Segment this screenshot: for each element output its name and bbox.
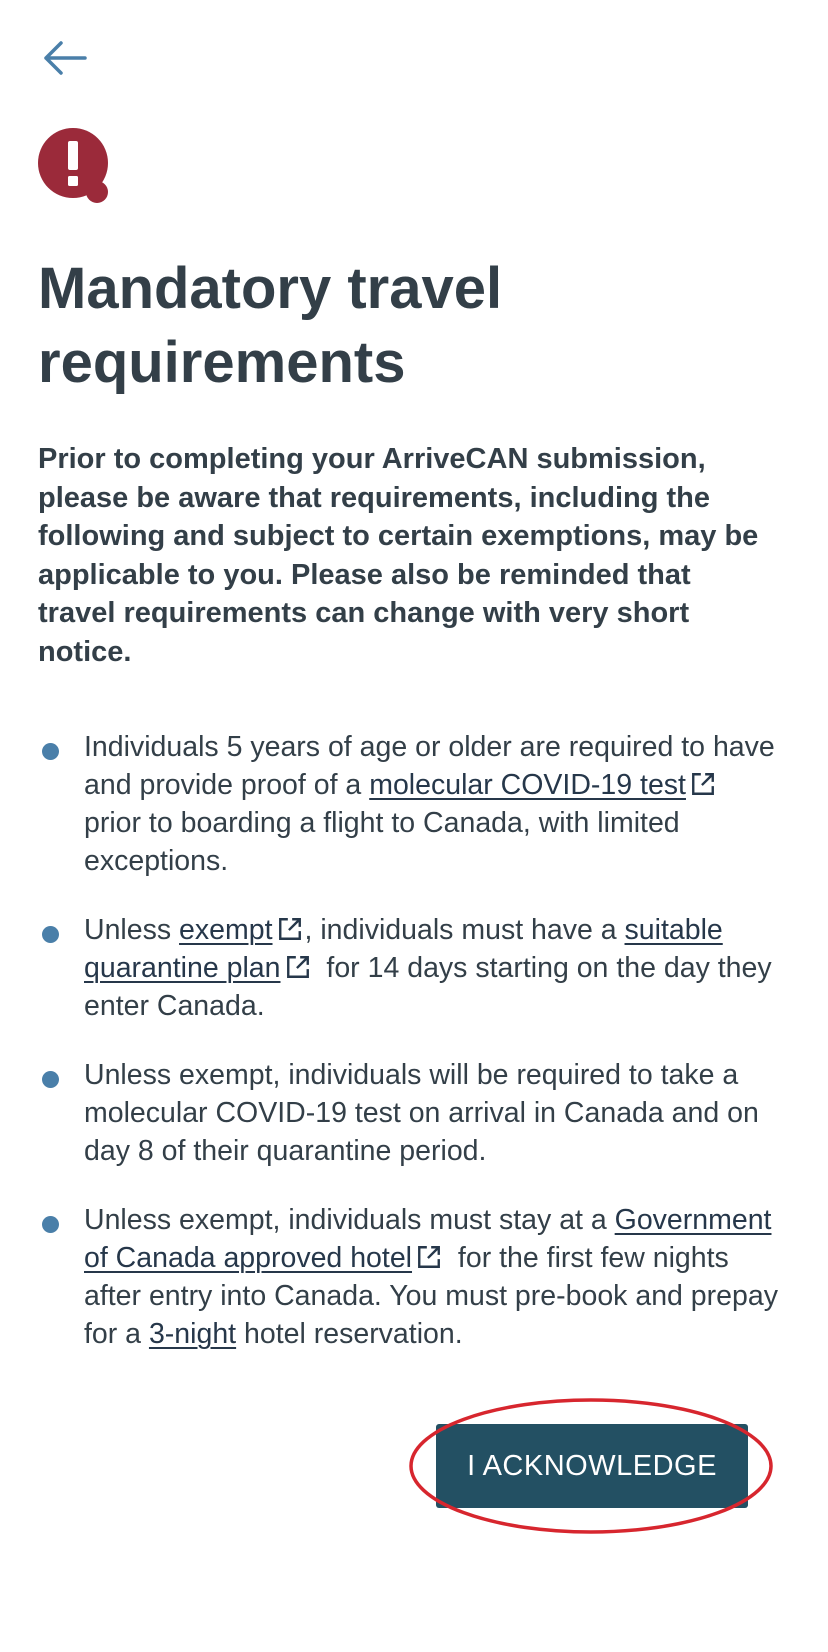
list-item (38, 1201, 778, 1353)
list-item-text: hotel reservation. (236, 1318, 463, 1350)
intro-text: Prior to completing your ArriveCAN submission, please be aware that requirements, including the following and subject to certain exemptions, may be applicable to you. Please also be reminded that travel requirements can change with very short notice. (38, 443, 759, 668)
bullet-icon (42, 743, 59, 760)
three-night-link[interactable]: 3-night (148, 1318, 237, 1350)
requirements-list (38, 728, 778, 1384)
bullet-icon (42, 1071, 59, 1088)
external-link-icon[interactable] (416, 1244, 442, 1270)
external-link-icon[interactable] (690, 771, 716, 797)
list-item-text: Individuals 5 years of age or older are required to have and provide proof of a (84, 731, 775, 801)
quarantine-plan-link[interactable]: suitable quarantine plan (84, 914, 723, 984)
acknowledge-button[interactable]: I ACKNOWLEDGE (436, 1424, 748, 1508)
molecular-covid-test-link[interactable]: molecular COVID-19 test (369, 769, 686, 801)
back-button[interactable] (36, 34, 92, 82)
list-item (38, 1056, 778, 1170)
bullet-icon (42, 1216, 59, 1233)
list-item-text: for the first few nights after entry into Canada. You must pre-book and prepay for a (84, 1242, 778, 1350)
external-link-icon[interactable] (285, 954, 311, 980)
external-link-icon[interactable] (277, 916, 303, 942)
list-item (38, 728, 778, 880)
list-item-text: prior to boarding a flight to Canada, with limited exceptions. (84, 807, 680, 877)
list-item (38, 911, 778, 1025)
exempt-link[interactable]: exempt (179, 914, 273, 946)
list-item-text: Unless exempt, individuals will be required to take a molecular COVID-19 test on arrival in Canada and on day 8 of their quarantine period. (84, 1059, 759, 1167)
exclamation-alert-icon (38, 128, 112, 206)
list-item-text: , individuals must have a (304, 914, 625, 946)
bullet-icon (42, 926, 59, 943)
approved-hotel-link[interactable]: Government of Canada approved hotel (84, 1204, 772, 1274)
list-item-text: Unless (84, 914, 180, 946)
list-item-text: Unless exempt, individuals must stay at a (84, 1204, 615, 1236)
arrow-left-icon (41, 39, 87, 77)
list-item-text: for 14 days starting on the day they enter Canada. (84, 952, 772, 1022)
page-title: Mandatory travel requirements (38, 256, 503, 395)
